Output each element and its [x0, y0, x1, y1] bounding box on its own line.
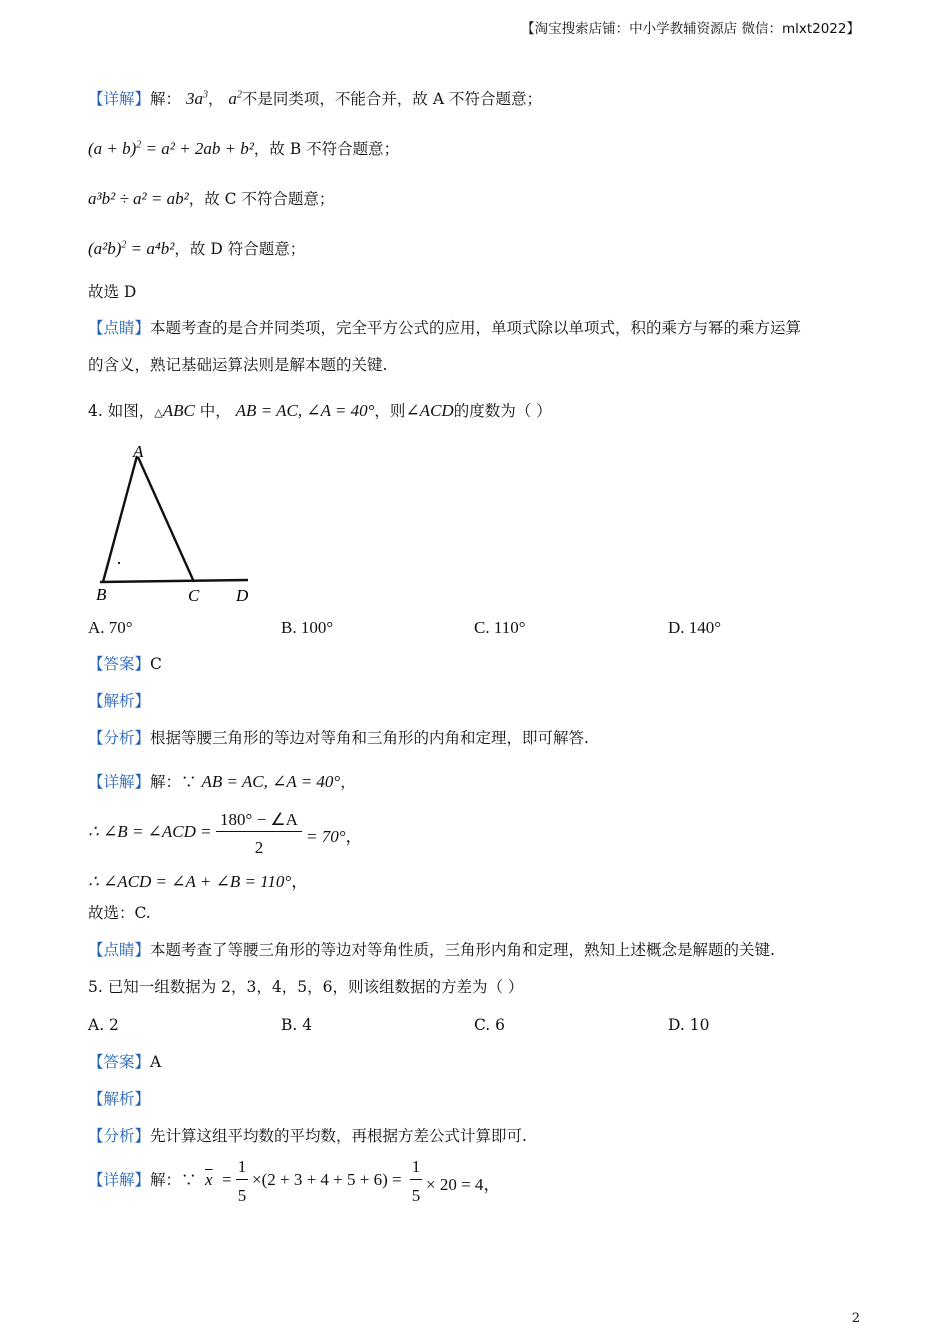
q4-option-a: A. 70° [88, 618, 133, 637]
q4-fenxi: 【分析】根据等腰三角形的等边对等角和三角形的内角和定理，即可解答. [88, 729, 589, 747]
label-b: B [96, 585, 107, 604]
q3-detail-line3: a³b² ÷ a² = ab²，故 C 不符合题意； [88, 189, 335, 208]
q5-result: × 20 = 4， [426, 1175, 501, 1194]
q4-step1-numerator: 180° − ∠A [220, 810, 298, 829]
q5-xbar: $\overline{x}$ [205, 1170, 213, 1189]
q5-option-a: A. 2 [88, 1016, 119, 1034]
q5-sum: ×(2 + 3 + 4 + 5 + 6) = [252, 1170, 402, 1189]
q5-fenxi: 【分析】先计算这组平均数的平均数，再根据方差公式计算即可. [88, 1127, 527, 1145]
q4-comment: 【点睛】本题考查了等腰三角形的等边对等角性质，三角形内角和定理，熟知上述概念是解题的关键. [88, 941, 775, 959]
q5-stem: 5. 已知一组数据为 2，3，4，5，6，则该组数据的方差为（ ） [88, 978, 524, 996]
q3-detail-line1: 【详解】解： $3a^3$， $a^2$不是同类项，不能合并，故 A 不符合题意； [88, 89, 542, 108]
q4-step1-fraction-bar [216, 831, 302, 832]
q4-analysis-tag: 【解析】 [88, 692, 151, 710]
q4-option-d: D. 140° [668, 618, 722, 637]
q4-step1-denominator: 2 [254, 838, 264, 857]
q4-stem: 4. 如图，△ABC 中， AB = AC, ∠A = 40°，则∠ACD的度数为（ ） [88, 401, 552, 420]
q3-comment-line1: 【点睛】本题考查的是合并同类项，完全平方公式的应用，单项式除以单项式，积的乘方与幂的乘方运算 [88, 319, 802, 337]
label-c: C [188, 586, 200, 605]
q4-option-c: C. 110° [474, 618, 526, 637]
q5-option-b: B. 4 [281, 1016, 313, 1034]
page-header: 【淘宝搜索店铺：中小学教辅资源店 微信：mlxt2022】 [521, 21, 860, 37]
detail-tag: 【详解】 [88, 90, 151, 108]
q3-comment-line2: 的含义，熟记基础运算法则是解本题的关键. [88, 356, 388, 374]
q5-detail-lead: 【详解】解：∵ [88, 1171, 197, 1189]
stray-dot [118, 562, 120, 564]
q5-option-c: C. 6 [474, 1016, 506, 1034]
q5-frac2-denominator: 5 [411, 1186, 421, 1205]
q5-answer: 【答案】A [88, 1053, 162, 1071]
q5-analysis-tag: 【解析】 [88, 1090, 151, 1108]
triangle-figure [90, 440, 260, 610]
page-number: 2 [851, 1311, 860, 1326]
q5-frac1-bar [236, 1179, 248, 1180]
q5-frac2-numerator: 1 [411, 1157, 421, 1176]
q3-detail-line2: $(a + b)^2 = a^2 + 2ab + b^2$，故 B 不符合题意； [88, 139, 400, 158]
q4-step2: ∴ ∠ACD = ∠A + ∠B = 110°， [88, 872, 309, 891]
math-a2: $a^2$ [228, 89, 242, 108]
q4-step1-lead: ∴ ∠B = ∠ACD = [88, 822, 212, 841]
line-bd [100, 580, 248, 582]
q3-detail-line4: $(a^2b)^2 = a^4b^2$，故 D 符合题意； [88, 239, 306, 258]
comment-tag: 【点睛】 [88, 319, 151, 337]
q4-choose: 故选：C. [88, 904, 151, 922]
side-ac [138, 457, 194, 582]
q5-frac1-numerator: 1 [237, 1157, 247, 1176]
q4-option-b: B. 100° [281, 618, 334, 637]
q4-condition: AB = AC, ∠A = 40° [235, 401, 375, 420]
q5-frac1-denominator: 5 [237, 1186, 247, 1205]
math-expansion: $(a + b)^2 = a^2 + 2ab + b^2$ [88, 139, 254, 158]
q3-choose: 故选 D [88, 283, 137, 301]
q5-option-d: D. 10 [668, 1016, 710, 1034]
q5-frac2-bar [410, 1179, 422, 1180]
label-d: D [236, 586, 249, 605]
q4-step1-result: = 70°， [306, 827, 363, 846]
q4-detail: 【详解】解：∵ AB = AC, ∠A = 40°， [88, 772, 356, 791]
math-division: a³b² ÷ a² = ab² [88, 189, 189, 208]
label-a: A [133, 442, 144, 461]
q4-answer: 【答案】C [88, 655, 162, 673]
math-3a3: $3a^3$ [185, 89, 208, 108]
q5-eq: = [222, 1170, 232, 1189]
math-power: $(a^2b)^2 = a^4b^2$ [88, 239, 175, 258]
